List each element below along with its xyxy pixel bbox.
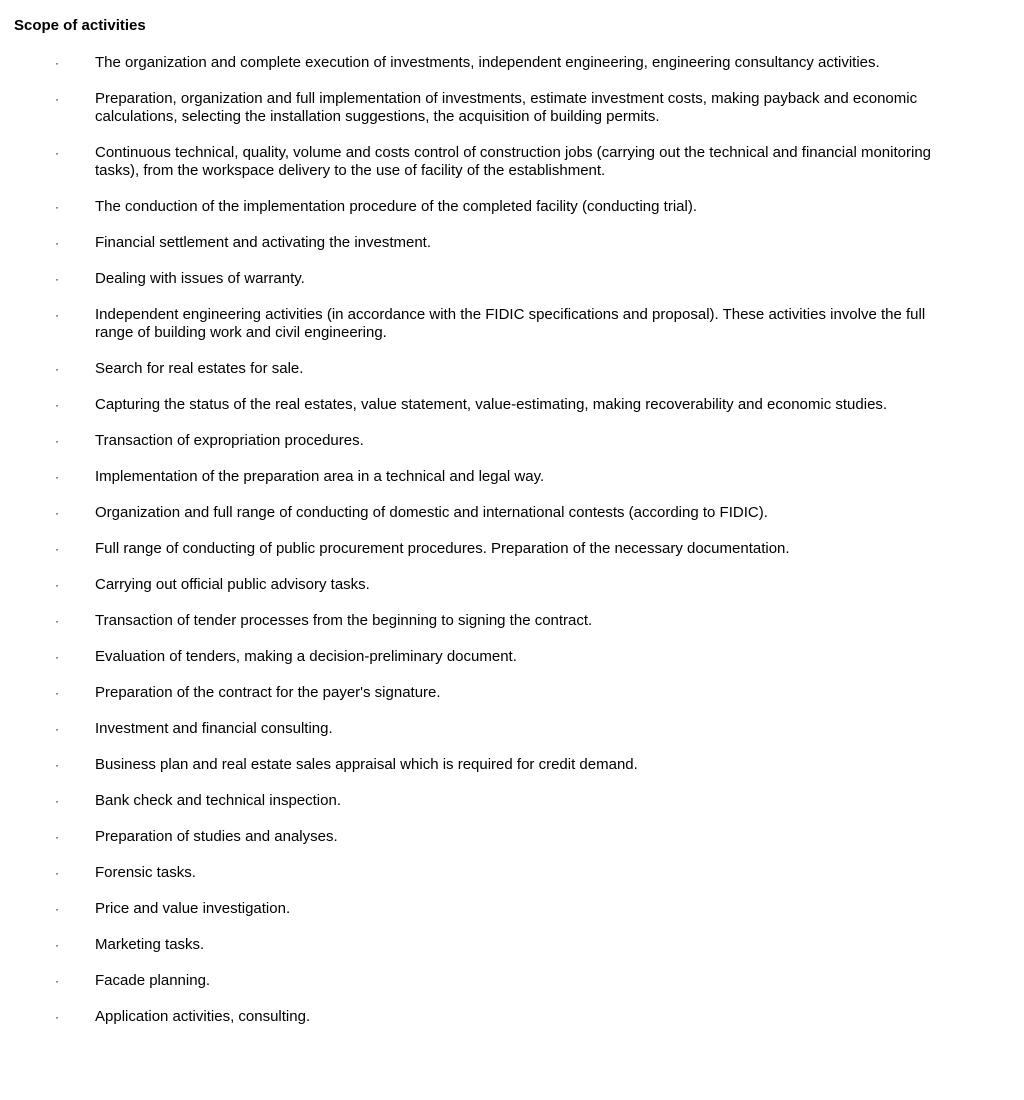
- list-item: [0, 306, 1024, 342]
- list-item: [0, 234, 1024, 252]
- list-item-text: Financial settlement and activating the investment.: [95, 234, 432, 251]
- list-item: [0, 612, 1024, 630]
- bullet-icon: ·: [55, 758, 59, 772]
- list-item-text: Forensic tasks.: [95, 864, 196, 881]
- list-item-text: The organization and complete execution of investments, independent engineering, engineering consultancy activities.: [95, 54, 880, 71]
- list-item-text: Evaluation of tenders, making a decision-preliminary document.: [95, 648, 517, 665]
- list-item: [0, 54, 1024, 72]
- bullet-icon: ·: [55, 1010, 59, 1024]
- bullet-icon: ·: [55, 830, 59, 844]
- activity-list: [0, 54, 1024, 1044]
- list-item-text: The conduction of the implementation procedure of the completed facility (conducting trial).: [95, 198, 697, 215]
- list-item-text: Organization and full range of conducting of domestic and international contests (according to FIDIC).: [95, 504, 768, 521]
- list-item: [0, 756, 1024, 774]
- list-item: [0, 432, 1024, 450]
- bullet-icon: ·: [55, 56, 59, 70]
- list-item-text: Application activities, consulting.: [95, 1008, 311, 1025]
- list-item: [0, 396, 1024, 414]
- list-item: [0, 468, 1024, 486]
- list-item-text: Search for real estates for sale.: [95, 360, 304, 377]
- bullet-icon: ·: [55, 146, 59, 160]
- list-item-text: Bank check and technical inspection.: [95, 792, 341, 809]
- list-item: [0, 936, 1024, 954]
- bullet-icon: ·: [55, 506, 59, 520]
- bullet-icon: ·: [55, 236, 59, 250]
- list-item: [0, 900, 1024, 918]
- bullet-icon: ·: [55, 974, 59, 988]
- bullet-icon: ·: [55, 614, 59, 628]
- bullet-icon: ·: [55, 470, 59, 484]
- page-heading: Scope of activities: [14, 17, 146, 34]
- list-item-text: Transaction of expropriation procedures.: [95, 432, 364, 449]
- bullet-icon: ·: [55, 200, 59, 214]
- bullet-icon: ·: [55, 902, 59, 916]
- bullet-icon: ·: [55, 362, 59, 376]
- bullet-icon: ·: [55, 272, 59, 286]
- list-item-text: Business plan and real estate sales appraisal which is required for credit demand.: [95, 756, 638, 773]
- list-item-text: Implementation of the preparation area in a technical and legal way.: [95, 468, 545, 485]
- bullet-icon: ·: [55, 686, 59, 700]
- list-item: [0, 144, 1024, 180]
- list-item-text: Carrying out official public advisory tasks.: [95, 576, 370, 593]
- list-item: [0, 90, 1024, 126]
- bullet-icon: ·: [55, 398, 59, 412]
- list-item-text: Capturing the status of the real estates, value statement, value-estimating, making recoverability and economic studies.: [95, 396, 888, 413]
- bullet-icon: ·: [55, 434, 59, 448]
- list-item-text: Dealing with issues of warranty.: [95, 270, 305, 287]
- bullet-icon: ·: [55, 578, 59, 592]
- list-item: [0, 198, 1024, 216]
- list-item: [0, 540, 1024, 558]
- list-item: [0, 792, 1024, 810]
- list-item-text: Preparation, organization and full implementation of investments, estimate investment costs, making payback and economic calculations, selecting the installation suggestions, the acquisition of building permits.: [95, 90, 918, 125]
- list-item: [0, 828, 1024, 846]
- list-item: [0, 270, 1024, 288]
- list-item-text: Transaction of tender processes from the beginning to signing the contract.: [95, 612, 593, 629]
- bullet-icon: ·: [55, 794, 59, 808]
- list-item: [0, 576, 1024, 594]
- list-item-text: Preparation of studies and analyses.: [95, 828, 338, 845]
- list-item: [0, 720, 1024, 738]
- list-item-text: Full range of conducting of public procurement procedures. Preparation of the necessary documentation.: [95, 540, 790, 557]
- list-item: [0, 360, 1024, 378]
- list-item: [0, 972, 1024, 990]
- list-item-text: Marketing tasks.: [95, 936, 205, 953]
- bullet-icon: ·: [55, 92, 59, 106]
- list-item: [0, 648, 1024, 666]
- bullet-icon: ·: [55, 722, 59, 736]
- list-item: [0, 864, 1024, 882]
- bullet-icon: ·: [55, 308, 59, 322]
- bullet-icon: ·: [55, 866, 59, 880]
- list-item-text: Continuous technical, quality, volume and costs control of construction jobs (carrying out the technical and financial monitoring tasks), from the workspace delivery to the use of facility of the establishment.: [95, 144, 932, 179]
- bullet-icon: ·: [55, 650, 59, 664]
- list-item-text: Price and value investigation.: [95, 900, 291, 917]
- list-item-text: Independent engineering activities (in accordance with the FIDIC specifications and proposal). These activities involve the full range of building work and civil engineering.: [95, 306, 926, 341]
- list-item-text: Facade planning.: [95, 972, 211, 989]
- bullet-icon: ·: [55, 938, 59, 952]
- list-item: [0, 1008, 1024, 1026]
- list-item-text: Preparation of the contract for the payer's signature.: [95, 684, 441, 701]
- list-item: [0, 684, 1024, 702]
- list-item-text: Investment and financial consulting.: [95, 720, 333, 737]
- list-item: [0, 504, 1024, 522]
- bullet-icon: ·: [55, 542, 59, 556]
